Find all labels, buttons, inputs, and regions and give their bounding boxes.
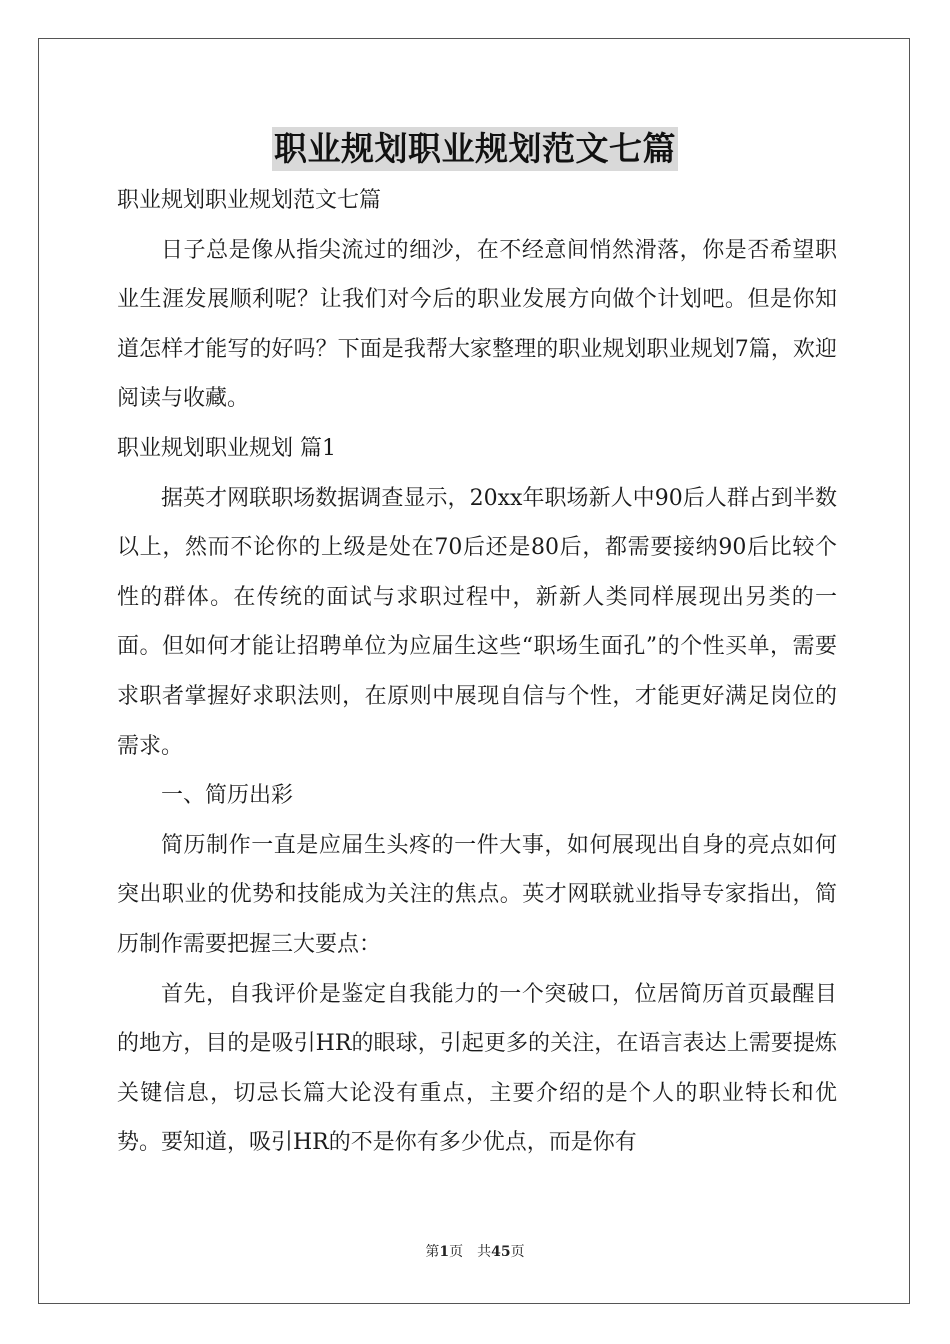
footer-prefix: 第 [425, 1244, 440, 1260]
title-area [0, 127, 950, 171]
current-page-number: 1 [439, 1244, 450, 1260]
section-heading: 职业规划职业规划 篇1 [117, 435, 336, 461]
document-body [117, 176, 837, 1168]
subsection-heading: 一、简历出彩 [161, 783, 294, 809]
footer-total-prefix: 共 [477, 1244, 492, 1260]
footer-total-unit: 页 [510, 1244, 525, 1260]
intro-paragraph: 日子总是像从指尖流过的细沙，在不经意间悄然滑落，你是否希望职业生涯发展顺利呢？让我们对今后的职业发展方向做个计划吧。但是你知道怎样才能写的好吗？下面是我帮大家整理的职业规划职业规划7篇，欢迎阅读与收藏。 [117, 237, 837, 412]
total-page-count: 45 [491, 1244, 511, 1260]
body-paragraph: 据英才网联职场数据调查显示，20xx年职场新人中90后人群占到半数以上，然而不论你的上级是处在70后还是80后，都需要接纳90后比较个性的群体。在传统的面试与求职过程中，新新人类同样展现出另类的一面。但如何才能让招聘单位为应届生这些“职场生面孔”的个性买单，需要求职者掌握好求职法则，在原则中展现自信与个性，才能更好满足岗位的需求。 [117, 485, 837, 759]
page-footer [0, 1242, 950, 1262]
subtitle-paragraph: 职业规划职业规划范文七篇 [117, 188, 382, 213]
body-paragraph: 简历制作一直是应届生头疼的一件大事，如何展现出自身的亮点如何突出职业的优势和技能成为关注的焦点。英才网联就业指导专家指出，简历制作需要把握三大要点： [117, 832, 837, 957]
document-title: 职业规划职业规划范文七篇 [272, 127, 678, 171]
footer-page-unit: 页 [449, 1244, 464, 1260]
body-paragraph: 首先，自我评价是鉴定自我能力的一个突破口，位居简历首页最醒目的地方，目的是吸引HR的眼球，引起更多的关注，在语言表达上需要提炼关键信息，切忌长篇大论没有重点，主要介绍的是个人的职业特长和优势。要知道，吸引HR的不是你有多少优点，而是你有 [117, 981, 837, 1156]
